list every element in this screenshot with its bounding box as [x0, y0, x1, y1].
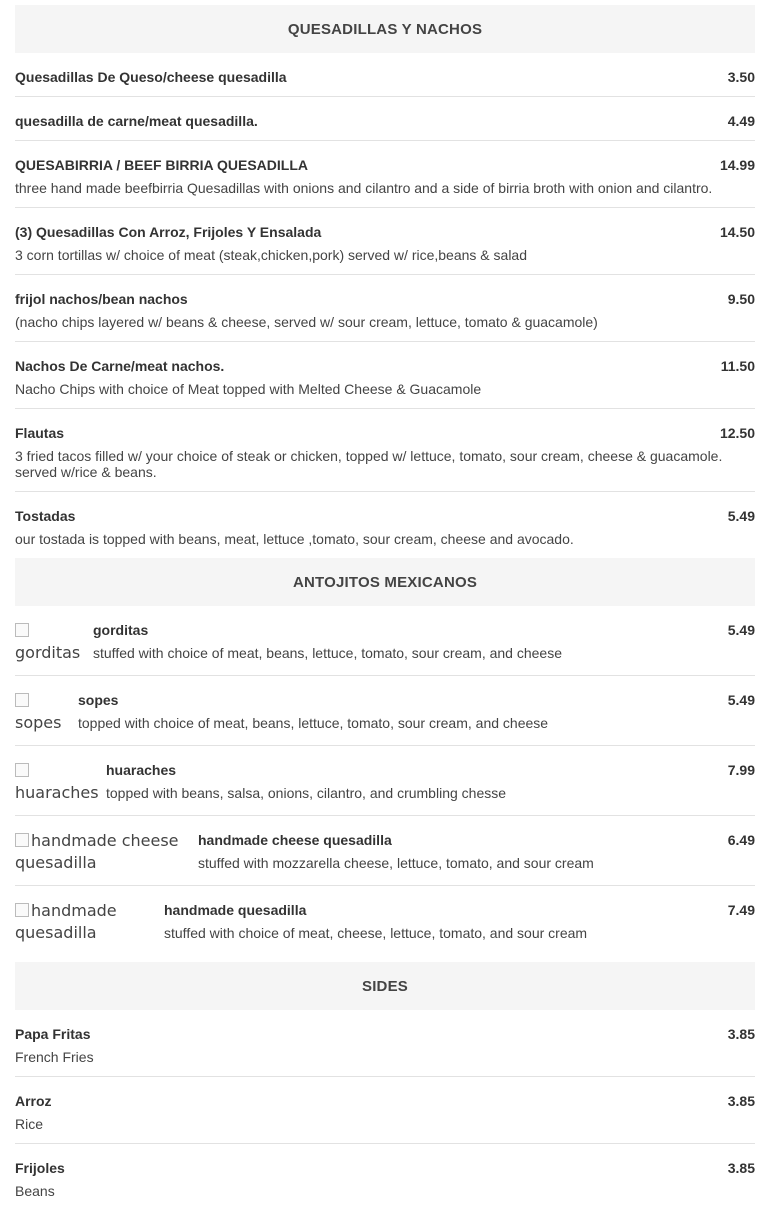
item-description: our tostada is topped with beans, meat, lettuce ,tomato, sour cream, cheese and avocado.	[15, 531, 574, 547]
item-name: frijol nachos/bean nachos	[15, 291, 188, 307]
item-description: stuffed with choice of meat, cheese, lettuce, tomato, and sour cream	[164, 925, 588, 941]
item-name: quesadilla de carne/meat quesadilla.	[15, 113, 258, 129]
item-image[interactable]	[15, 900, 149, 944]
item-price: 3.50	[727, 69, 755, 85]
item-image[interactable]	[15, 760, 99, 804]
item-description: Rice	[15, 1116, 44, 1132]
item-image-alt: handmade cheese quesadilla	[15, 831, 179, 872]
item-description: topped with beans, salsa, onions, cilantro, and crumbling chesse	[106, 785, 507, 801]
broken-image-icon	[15, 763, 29, 777]
item-description: Beans	[15, 1183, 55, 1199]
section-header-sides: SIDES	[15, 962, 755, 1010]
item-image-alt: huaraches	[15, 783, 99, 802]
menu-item[interactable]	[15, 1077, 755, 1144]
item-name: Nachos De Carne/meat nachos.	[15, 358, 225, 374]
broken-image-icon	[15, 693, 29, 707]
item-name: gorditas	[93, 622, 149, 638]
item-price: 5.49	[727, 508, 755, 524]
item-price: 7.49	[727, 902, 755, 918]
item-price: 12.50	[719, 425, 755, 441]
item-price: 14.50	[719, 224, 755, 240]
item-price: 4.49	[727, 113, 755, 129]
item-price: 6.49	[727, 832, 755, 848]
item-price: 5.49	[727, 692, 755, 708]
item-description: 3 fried tacos filled w/ your choice of steak or chicken, topped w/ lettuce, tomato, sour cream, cheese & guacamole. served w/rice & beans.	[15, 448, 723, 480]
menu-item[interactable]	[15, 97, 755, 141]
item-price: 3.85	[727, 1093, 755, 1109]
item-name: huaraches	[106, 762, 177, 778]
menu-item[interactable]	[15, 208, 755, 275]
item-price: 14.99	[719, 157, 755, 173]
menu-item[interactable]	[15, 1144, 755, 1210]
item-price: 5.49	[727, 622, 755, 638]
item-description: stuffed with mozzarella cheese, lettuce, tomato, and sour cream	[198, 855, 594, 871]
item-description: three hand made beefbirria Quesadillas with onions and cilantro and a side of birria broth with onion and cilantro.	[15, 180, 713, 196]
menu-item[interactable]	[15, 886, 755, 962]
section-header-quesadillas-nachos: QUESADILLAS Y NACHOS	[15, 5, 755, 53]
item-name: Tostadas	[15, 508, 76, 524]
item-description: 3 corn tortillas w/ choice of meat (steak,chicken,pork) served w/ rice,beans & salad	[15, 247, 527, 263]
item-description: French Fries	[15, 1049, 94, 1065]
broken-image-icon	[15, 903, 29, 917]
broken-image-icon	[15, 833, 29, 847]
item-description: stuffed with choice of meat, beans, lettuce, tomato, sour cream, and cheese	[93, 645, 562, 661]
item-image-alt: handmade quesadilla	[15, 901, 117, 942]
menu-item[interactable]	[15, 342, 755, 409]
item-name: handmade quesadilla	[164, 902, 307, 918]
item-price: 3.85	[727, 1026, 755, 1042]
item-name: Quesadillas De Queso/cheese quesadilla	[15, 69, 287, 85]
item-name: Flautas	[15, 425, 65, 441]
menu-item[interactable]	[15, 606, 755, 676]
section-header-antojitos-mexicanos: ANTOJITOS MEXICANOS	[15, 558, 755, 606]
item-name: QUESABIRRIA / BEEF BIRRIA QUESADILLA	[15, 157, 308, 173]
menu-item[interactable]	[15, 1010, 755, 1077]
item-image-alt: gorditas	[15, 643, 81, 662]
item-description: (nacho chips layered w/ beans & cheese, served w/ sour cream, lettuce, tomato & guacamole)	[15, 314, 598, 330]
menu-item[interactable]	[15, 746, 755, 816]
menu-item[interactable]	[15, 141, 755, 208]
menu-item[interactable]	[15, 676, 755, 746]
item-description: topped with choice of meat, beans, lettuce, tomato, sour cream, and cheese	[78, 715, 549, 731]
item-image[interactable]	[15, 620, 81, 664]
item-name: Arroz	[15, 1093, 52, 1109]
item-name: sopes	[78, 692, 119, 708]
item-name: Frijoles	[15, 1160, 65, 1176]
item-price: 7.99	[727, 762, 755, 778]
menu-item[interactable]	[15, 492, 755, 558]
item-name: Papa Fritas	[15, 1026, 91, 1042]
menu-item[interactable]	[15, 816, 755, 886]
item-description: Nacho Chips with choice of Meat topped with Melted Cheese & Guacamole	[15, 381, 482, 397]
item-name: (3) Quesadillas Con Arroz, Frijoles Y Ensalada	[15, 224, 322, 240]
item-price: 3.85	[727, 1160, 755, 1176]
item-image-alt: sopes	[15, 713, 62, 732]
item-image[interactable]	[15, 830, 183, 874]
item-image[interactable]	[15, 690, 63, 734]
item-price: 11.50	[720, 358, 755, 374]
menu-item[interactable]	[15, 275, 755, 342]
item-price: 9.50	[727, 291, 755, 307]
broken-image-icon	[15, 623, 29, 637]
menu-item[interactable]	[15, 53, 755, 97]
menu-item[interactable]	[15, 409, 755, 492]
item-name: handmade cheese quesadilla	[198, 832, 392, 848]
